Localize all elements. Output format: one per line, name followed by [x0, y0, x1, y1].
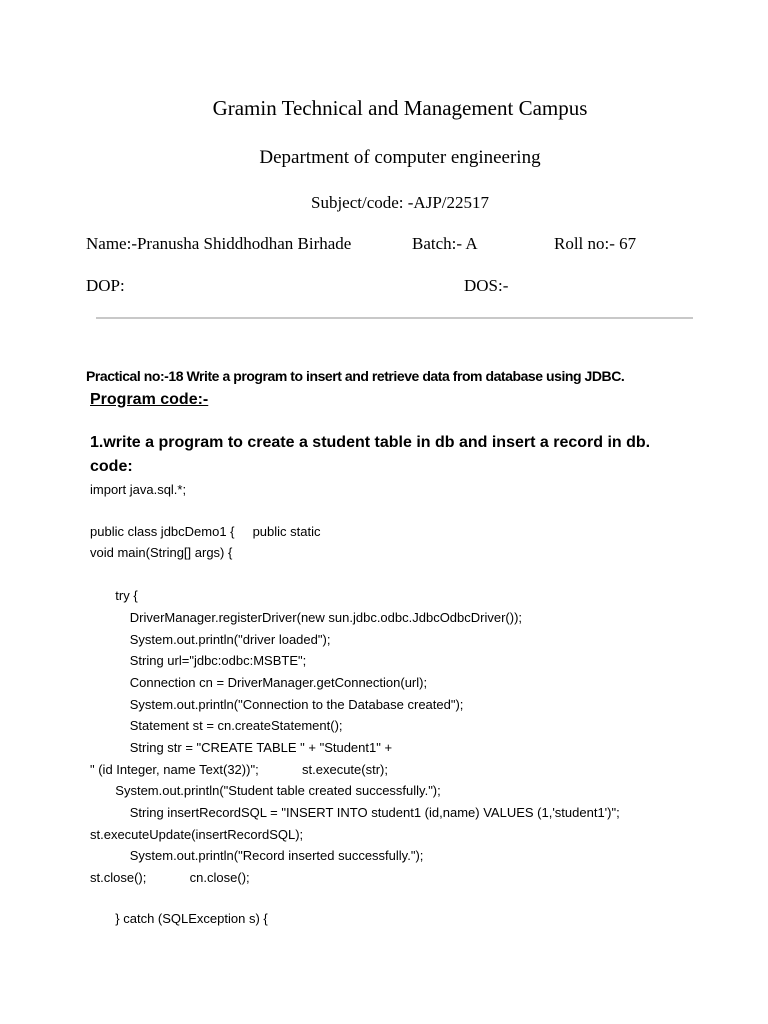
- date-of-submission: DOS:-: [464, 276, 509, 295]
- code-line: System.out.println("Connection to the Database created");: [90, 697, 464, 712]
- code-line: String str = "CREATE TABLE " + "Student1" +: [90, 740, 393, 755]
- batch: Batch:- A: [412, 234, 478, 253]
- code-line: Connection cn = DriverManager.getConnection(url);: [90, 675, 428, 690]
- student-name: Name:-Pranusha Shiddhodhan Birhade: [86, 234, 352, 253]
- department-name: Department of computer engineering: [259, 147, 541, 168]
- program-code-heading: Program code:-: [90, 391, 209, 408]
- code-line: System.out.println("Student table created successfully.");: [90, 783, 441, 798]
- code-line: st.executeUpdate(insertRecordSQL);: [90, 827, 304, 842]
- code-line: DriverManager.registerDriver(new sun.jdbc.odbc.JdbcOdbcDriver());: [90, 610, 523, 625]
- task-description: 1.write a program to create a student table in db and insert a record in db.: [90, 434, 651, 451]
- code-line: System.out.println("Record inserted successfully.");: [90, 848, 424, 863]
- roll-number: Roll no:- 67: [554, 234, 637, 253]
- date-of-performance: DOP:: [86, 276, 125, 295]
- code-label: code:: [90, 458, 133, 475]
- header-divider: [96, 317, 693, 319]
- code-line: System.out.println("driver loaded");: [90, 632, 331, 647]
- code-line: void main(String[] args) {: [90, 545, 233, 560]
- code-line: String url="jdbc:odbc:MSBTE";: [90, 653, 307, 668]
- subject-code: Subject/code: -AJP/22517: [310, 193, 489, 212]
- code-line: " (id Integer, name Text(32))"; st.execute(str);: [90, 762, 388, 777]
- code-line: } catch (SQLException s) {: [90, 911, 268, 926]
- code-line: Statement st = cn.createStatement();: [90, 718, 343, 733]
- code-line: try {: [90, 588, 138, 603]
- practical-title: Practical no:-18 Write a program to insert and retrieve data from database using JDBC.: [86, 368, 625, 384]
- college-name: Gramin Technical and Management Campus: [212, 96, 588, 120]
- code-line: public class jdbcDemo1 { public static: [90, 524, 321, 539]
- code-line: String insertRecordSQL = "INSERT INTO student1 (id,name) VALUES (1,'student1')";: [90, 805, 620, 820]
- code-line: st.close(); cn.close();: [90, 870, 250, 885]
- code-line: import java.sql.*;: [90, 482, 187, 497]
